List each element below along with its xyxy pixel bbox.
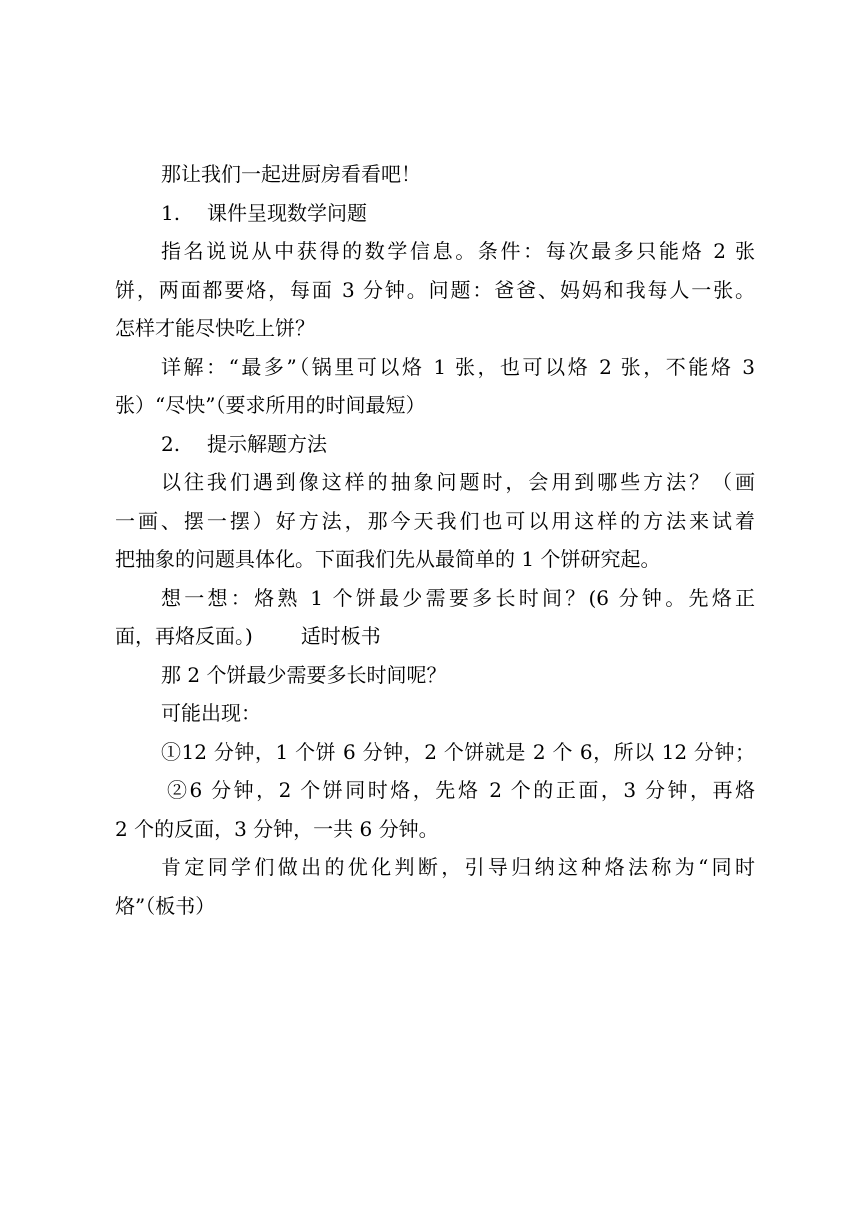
paragraph-line: ②6 分钟，2 个饼同时烙，先烙 2 个的正面，3 分钟，再烙 [167,778,755,802]
paragraph-line: ①12 分钟，1 个饼 6 分钟，2 个饼就是 2 个 6，所以 12 分钟； [161,739,755,764]
board-note: 适时板书 [300,624,381,648]
paragraph-line: 张）“尽快”（要求所用的时间最短） [115,393,426,417]
paragraph-line: 以往我们遇到像这样的抽象问题时，会用到哪些方法？（画 [161,470,755,494]
paragraph-line: 一画、摆一摆）好方法，那今天我们也可以用这样的方法来试着 [115,508,755,533]
paragraph-line: 2 个的反面，3 分钟，一共 6 分钟。 [115,816,439,841]
heading-number: 1. [161,200,181,225]
heading-text: 提示解题方法 [207,431,327,456]
paragraph-line: 肯定同学们做出的优化判断，引导归纳这种烙法称为“同时 [161,855,755,879]
paragraph-line: 饼，两面都要烙，每面 3 分钟。问题：爸爸、妈妈和我每人一张。 [115,277,755,302]
paragraph-line: 想一想：烙熟 1 个饼最少需要多长时间？(6 分钟。先烙正 [161,585,755,610]
paragraph-line: 可能出现： [161,701,261,725]
heading-text: 课件呈现数学问题 [207,200,367,225]
numbered-heading-1 [115,194,755,233]
numbered-heading-2 [115,425,755,464]
paragraph-line: 把抽象的问题具体化。下面我们先从最简单的 1 个饼研究起。 [115,547,661,571]
text-line: 面，再烙反面。) [115,624,253,648]
document-body [115,155,755,925]
paragraph-line: 烙”（板书） [115,893,216,918]
paragraph-line: 详解：“最多”（锅里可以烙 1 张，也可以烙 2 张，不能烙 3 [161,354,755,379]
paragraph-line-with-note [115,617,755,656]
paragraph-line: 那 2 个饼最少需要多长时间呢？ [161,662,447,687]
paragraph-line: 怎样才能尽快吃上饼？ [115,316,315,340]
text-line: 那让我们一起进厨房看看吧！ [161,162,421,186]
paragraph-line: 指名说说从中获得的数学信息。条件：每次最多只能烙 2 张 [161,239,755,263]
heading-number: 2. [161,431,181,456]
paragraph-intro [115,155,755,194]
